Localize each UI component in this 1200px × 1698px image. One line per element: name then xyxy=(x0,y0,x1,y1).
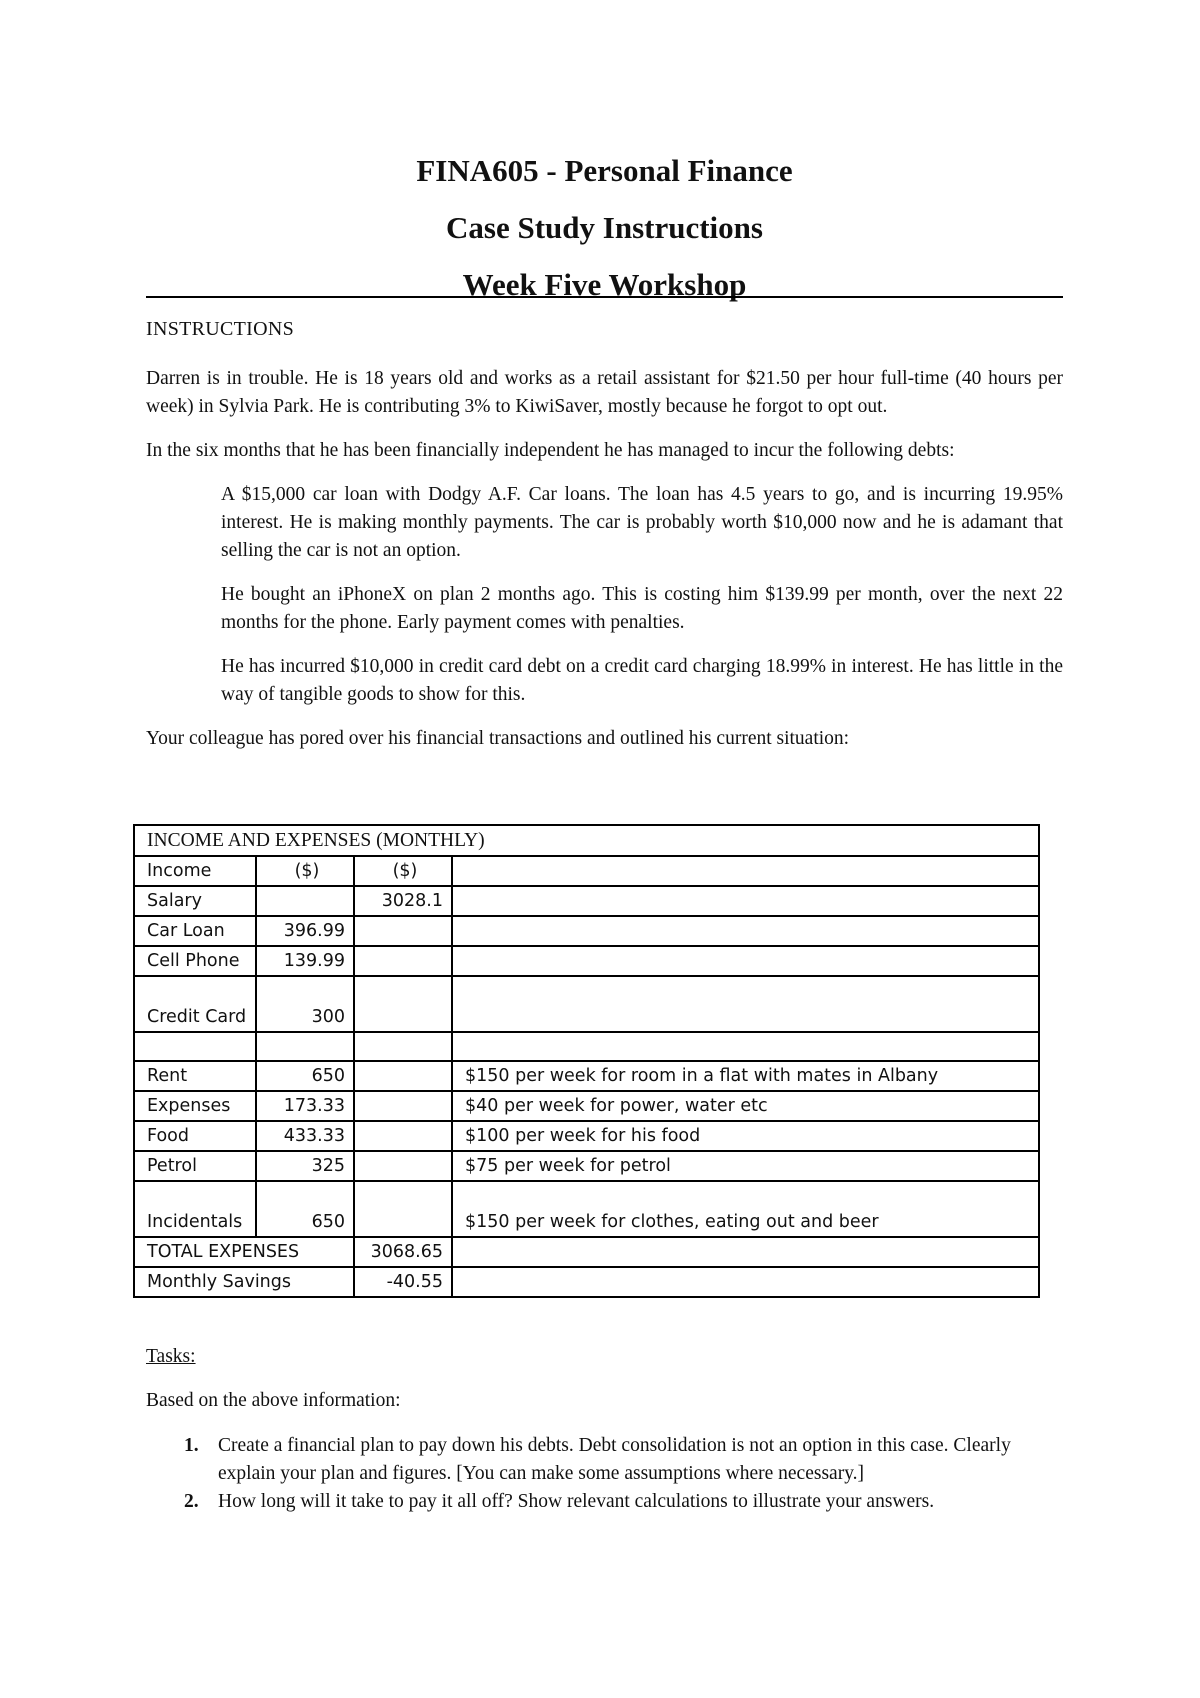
table-row xyxy=(134,1091,1039,1121)
row-label: Petrol xyxy=(134,1151,256,1181)
total-expenses-row xyxy=(134,1237,1039,1267)
row-note: $100 per week for his food xyxy=(452,1121,1039,1151)
row-label: Food xyxy=(134,1121,256,1151)
income-column-label: Income xyxy=(134,856,256,886)
row-note: $150 per week for room in a flat with mates in Albany xyxy=(452,1061,1039,1091)
task-list xyxy=(146,1432,1063,1516)
workshop-title: Week Five Workshop xyxy=(462,267,747,302)
instructions-heading: INSTRUCTIONS xyxy=(146,318,295,340)
row-note xyxy=(452,976,1039,1032)
monthly-savings-label: Monthly Savings xyxy=(134,1267,354,1297)
instructions-body xyxy=(146,365,1063,753)
table-row xyxy=(134,976,1039,1032)
table-row xyxy=(134,946,1039,976)
table-row xyxy=(134,1032,1039,1061)
row-expense: 433.33 xyxy=(256,1121,354,1151)
table-row xyxy=(134,886,1039,916)
row-note: $150 per week for clothes, eating out and beer xyxy=(452,1181,1039,1237)
row-expense: 300 xyxy=(256,976,354,1032)
title-block xyxy=(146,142,1063,313)
row-income xyxy=(354,946,452,976)
row-income xyxy=(354,1121,452,1151)
row-expense: 325 xyxy=(256,1151,354,1181)
task-text: Create a financial plan to pay down his debts. Debt consolidation is not an option in this case. Clearly explain your plan and figures. [You can make some assumptions where necessary.] xyxy=(218,1435,1011,1484)
list-item xyxy=(146,1488,1063,1516)
row-label: Car Loan xyxy=(134,916,256,946)
total-expenses-label: TOTAL EXPENSES xyxy=(134,1237,354,1267)
row-label xyxy=(134,1032,256,1061)
monthly-savings-value: -40.55 xyxy=(354,1267,452,1297)
row-label: Rent xyxy=(134,1061,256,1091)
monthly-savings-note xyxy=(452,1267,1039,1297)
colleague-paragraph: Your colleague has pored over his financial transactions and outlined his current situation: xyxy=(146,728,850,749)
total-expenses-note xyxy=(452,1237,1039,1267)
table-row xyxy=(134,1121,1039,1151)
row-note xyxy=(452,1032,1039,1061)
row-label: Expenses xyxy=(134,1091,256,1121)
car-loan-debt: A $15,000 car loan with Dodgy A.F. Car loans. The loan has 4.5 years to go, and is incurring 19.95% interest. He is making monthly payments. The car is probably worth $10,000 now and he is adamant that selling the car is not an option. xyxy=(221,484,1063,561)
row-note: $40 per week for power, water etc xyxy=(452,1091,1039,1121)
row-income xyxy=(354,916,452,946)
tasks-heading: Tasks: xyxy=(146,1346,196,1367)
row-income xyxy=(354,1091,452,1121)
row-income xyxy=(354,1151,452,1181)
income-expenses-table xyxy=(133,824,1040,1298)
table-header-row xyxy=(134,825,1039,856)
total-expenses-value: 3068.65 xyxy=(354,1237,452,1267)
task-number: 1. xyxy=(184,1435,199,1456)
row-label: Cell Phone xyxy=(134,946,256,976)
row-note: $75 per week for petrol xyxy=(452,1151,1039,1181)
table-column-row xyxy=(134,856,1039,886)
list-item xyxy=(146,1432,1063,1488)
monthly-savings-row xyxy=(134,1267,1039,1297)
intro-paragraph: Darren is in trouble. He is 18 years old and works as a retail assistant for $21.50 per hour full-time (40 hours per week) in Sylvia Park. He is contributing 3% to KiwiSaver, mostly because he forgot to opt out. xyxy=(146,368,1063,417)
row-expense: 173.33 xyxy=(256,1091,354,1121)
row-income: 3028.1 xyxy=(354,886,452,916)
row-expense: 396.99 xyxy=(256,916,354,946)
row-expense xyxy=(256,886,354,916)
course-title: FINA605 - Personal Finance xyxy=(416,153,793,188)
table-row xyxy=(134,916,1039,946)
row-income xyxy=(354,976,452,1032)
row-income xyxy=(354,1181,452,1237)
row-expense: 139.99 xyxy=(256,946,354,976)
row-expense: 650 xyxy=(256,1181,354,1237)
tasks-intro: Based on the above information: xyxy=(146,1390,401,1411)
table-row xyxy=(134,1151,1039,1181)
note-column-label xyxy=(452,856,1039,886)
row-income xyxy=(354,1061,452,1091)
row-expense: 650 xyxy=(256,1061,354,1091)
table-header: INCOME AND EXPENSES (MONTHLY) xyxy=(134,825,1039,856)
row-note xyxy=(452,886,1039,916)
phone-plan-debt: He bought an iPhoneX on plan 2 months ago. This is costing him $139.99 per month, over the next 22 months for the phone. Early payment comes with penalties. xyxy=(221,584,1063,633)
case-study-title: Case Study Instructions xyxy=(446,210,763,245)
row-label: Credit Card xyxy=(134,976,256,1032)
task-number: 2. xyxy=(184,1491,199,1512)
row-note xyxy=(452,946,1039,976)
table-row xyxy=(134,1181,1039,1237)
row-label: Salary xyxy=(134,886,256,916)
table-row xyxy=(134,1061,1039,1091)
debts-intro-paragraph: In the six months that he has been financially independent he has managed to incur the following debts: xyxy=(146,440,955,461)
row-expense xyxy=(256,1032,354,1061)
row-income xyxy=(354,1032,452,1061)
title-divider xyxy=(146,296,1063,298)
task-text: How long will it take to pay it all off? Show relevant calculations to illustrate your answers. xyxy=(218,1491,935,1512)
credit-card-debt: He has incurred $10,000 in credit card debt on a credit card charging 18.99% in interest. He has little in the way of tangible goods to show for this. xyxy=(221,656,1063,705)
row-note xyxy=(452,916,1039,946)
amount-column-label-1: ($) xyxy=(256,856,354,886)
row-label: Incidentals xyxy=(134,1181,256,1237)
amount-column-label-2: ($) xyxy=(354,856,452,886)
